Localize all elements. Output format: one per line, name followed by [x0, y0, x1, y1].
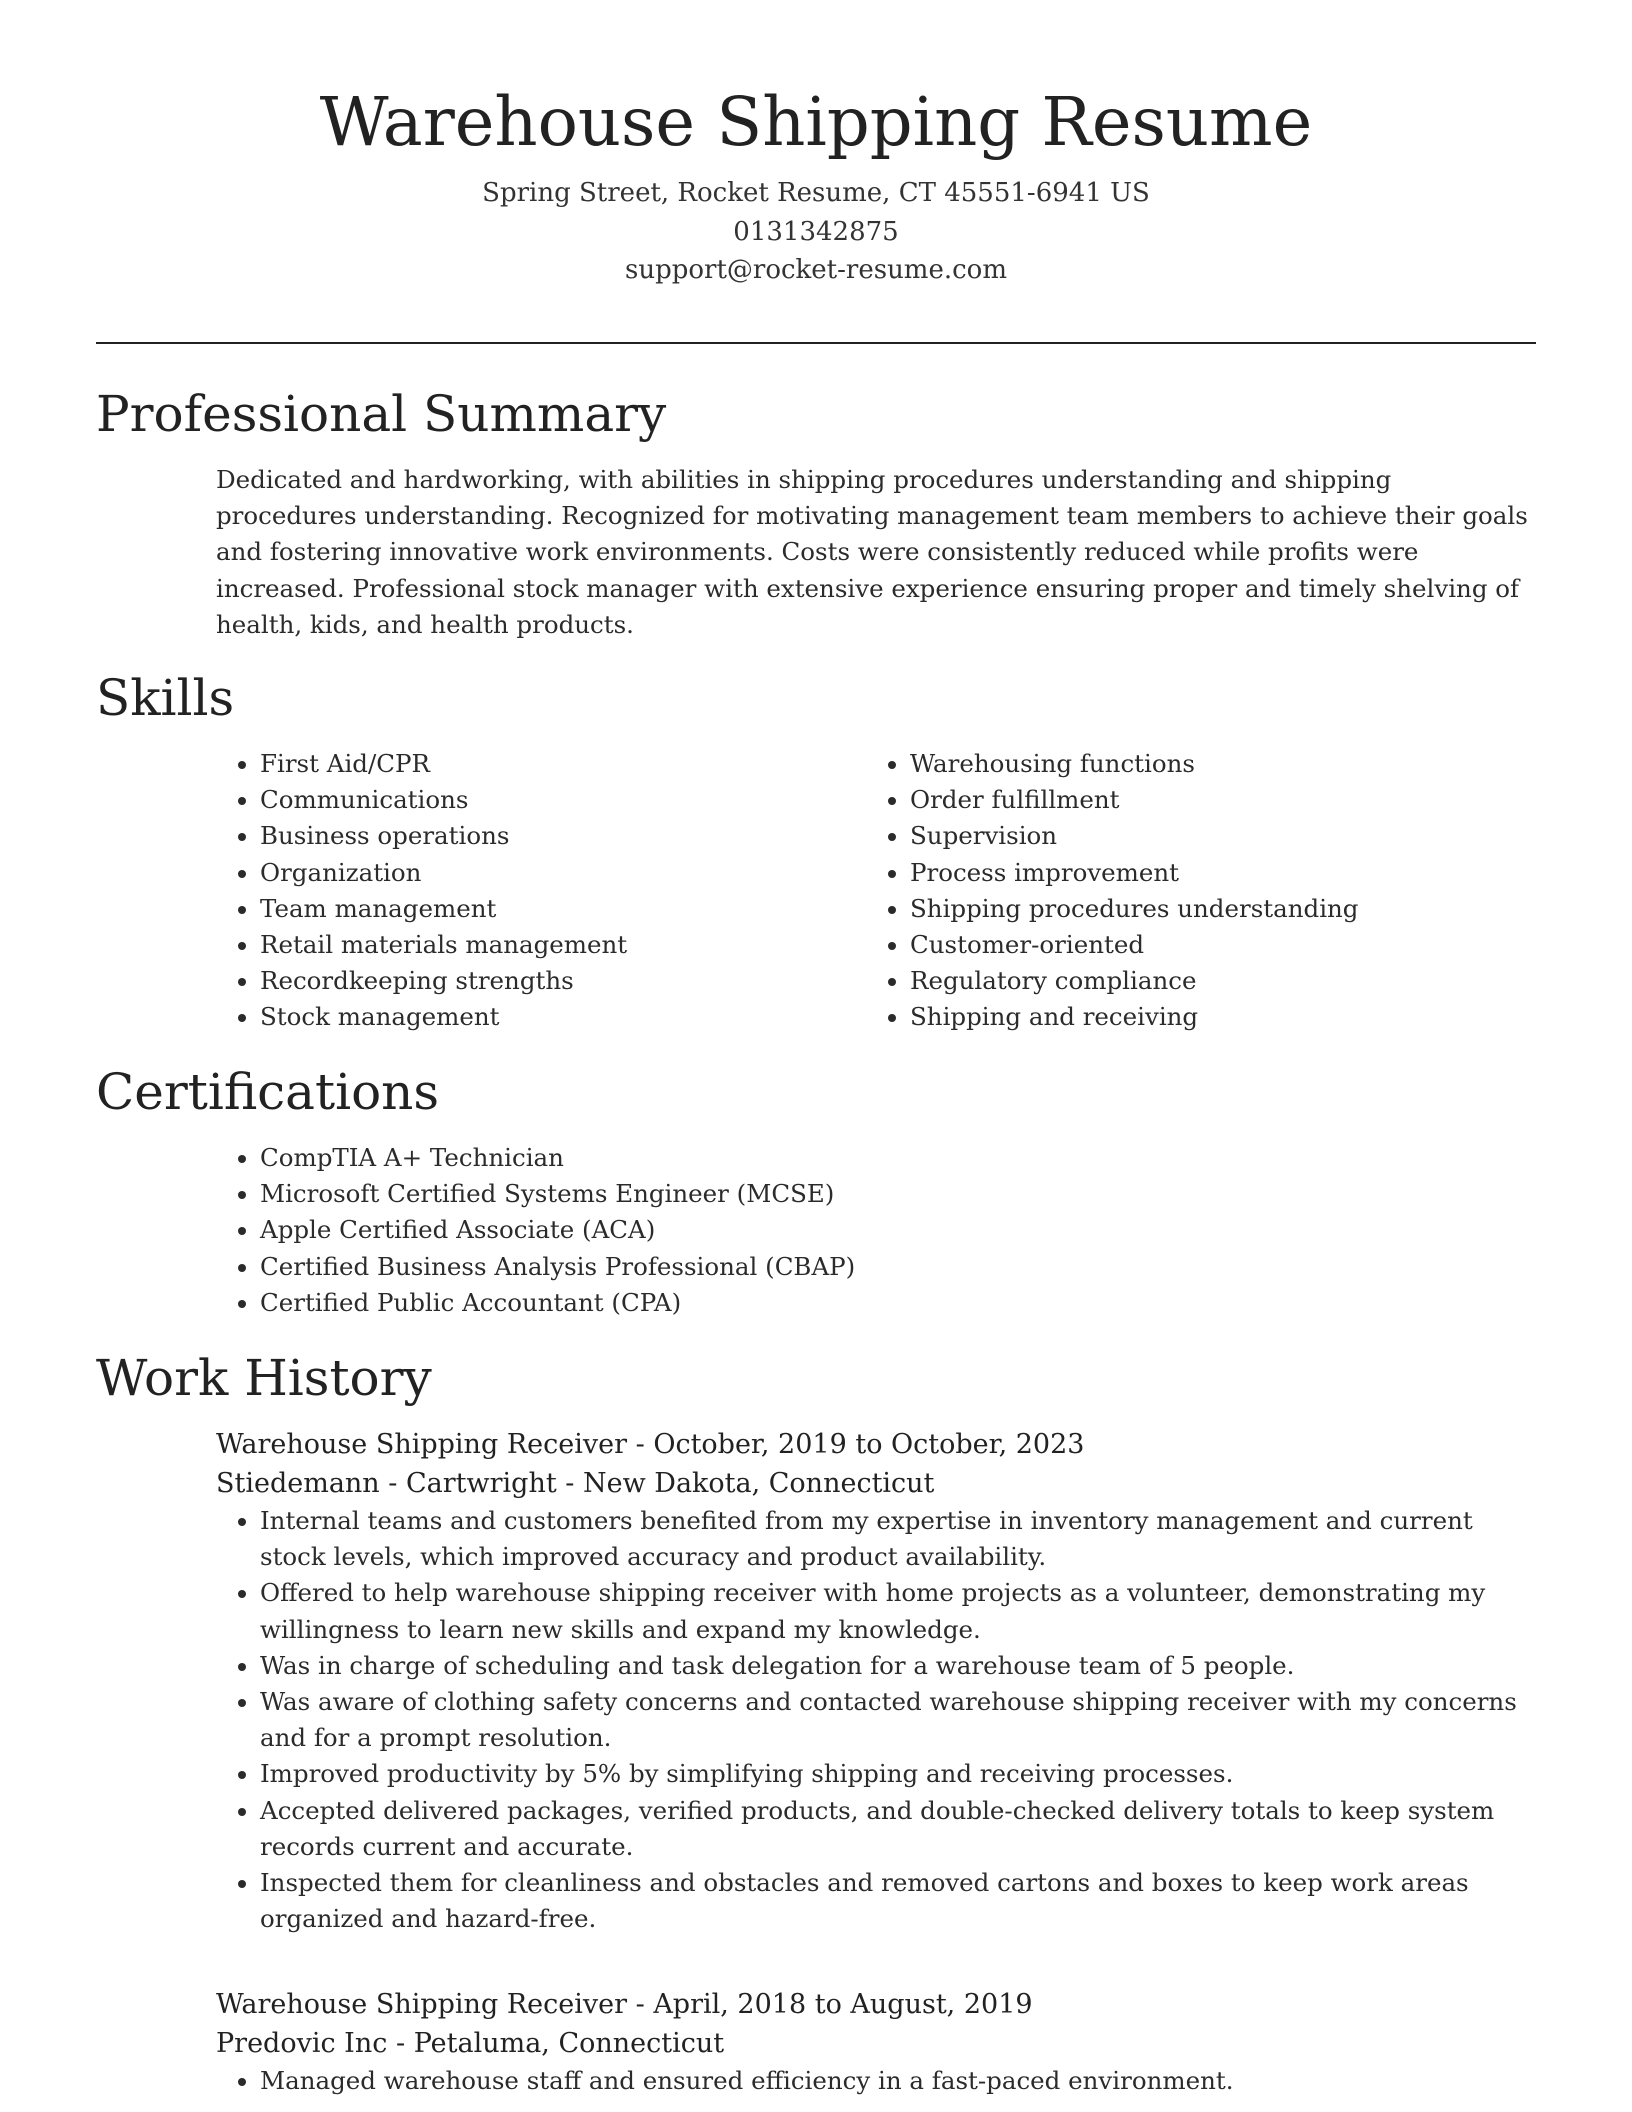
job-entry: [216, 1986, 1536, 2099]
list-item: • Organization: [260, 855, 856, 891]
list-item: • Shipping and receiving: [910, 999, 1506, 1035]
list-item: • Business operations: [260, 818, 856, 854]
job-separator: -: [395, 2027, 414, 2059]
job-company-line: [216, 2025, 1536, 2064]
list-item: • Retail materials management: [260, 927, 856, 963]
skills-heading: Skills: [96, 669, 235, 727]
skills-list-left: [216, 746, 856, 1036]
list-item: • First Aid/CPR: [260, 746, 856, 782]
summary-heading: Professional Summary: [96, 385, 667, 443]
job-company: Predovic Inc: [216, 2027, 388, 2059]
list-item: • Recordkeeping strengths: [260, 963, 856, 999]
contact-phone: 0131342875: [733, 216, 899, 247]
job-separator: -: [635, 1989, 654, 2020]
header-divider: [96, 342, 1536, 344]
job-dates: April, 2018 to August, 2019: [653, 1989, 1033, 2020]
work-history-heading: Work History: [96, 1349, 432, 1407]
list-item: • Apple Certified Associate (ACA): [260, 1212, 1516, 1248]
list-item: • Communications: [260, 782, 856, 818]
list-item: • Shipping procedures understanding: [910, 891, 1506, 927]
skills-column-left: [216, 746, 856, 1036]
resume-name: Warehouse Shipping Resume: [319, 83, 1313, 161]
certifications-heading: Certifications: [96, 1063, 440, 1121]
list-item: • Was aware of clothing safety concerns and contacted warehouse shipping receiver with my concerns and for a prompt resolution.: [260, 1684, 1536, 1756]
job-title-line: [216, 1986, 1536, 2025]
job-location: Petaluma, Connecticut: [413, 2027, 725, 2059]
list-item: • Accepted delivered packages, verified products, and double-checked delivery totals to keep system records current and accurate.: [260, 1793, 1536, 1865]
list-item: • Certified Public Accountant (CPA): [260, 1285, 1516, 1321]
skills-column-right: [866, 746, 1506, 1036]
list-item: • Certified Business Analysis Professional (CBAP): [260, 1249, 1516, 1285]
list-item: • Customer-oriented: [910, 927, 1506, 963]
job-separator: -: [635, 1429, 654, 1460]
job-company-line: [216, 1465, 1536, 1504]
summary-text: Dedicated and hardworking, with abilities in shipping procedures understanding and shipping procedures understanding. Recognized for motivating management team members to achieve their goals and fostering innovative work environments. Costs were consistently reduced while profits were increased. Professional stock manager with extensive experience ensuring proper and timely shelving of health, kids, and health products.: [216, 465, 1528, 639]
list-item: • Inspected them for cleanliness and obstacles and removed cartons and boxes to keep work areas organized and hazard-free.: [260, 1865, 1536, 1937]
job-location: New Dakota, Connecticut: [583, 1467, 935, 1499]
list-item: • Supervision: [910, 818, 1506, 854]
skills-list-right: [866, 746, 1506, 1036]
job-role: Warehouse Shipping Receiver: [216, 1989, 627, 2020]
job-dates: October, 2019 to October, 2023: [653, 1429, 1085, 1460]
certifications-list: [216, 1140, 1516, 1321]
list-item: • Microsoft Certified Systems Engineer (MCSE): [260, 1176, 1516, 1212]
job-entry: [216, 1426, 1536, 1937]
list-item: • CompTIA A+ Technician: [260, 1140, 1516, 1176]
job-role: Warehouse Shipping Receiver: [216, 1429, 627, 1460]
job-separator: -: [565, 1467, 583, 1499]
certifications-block: [216, 1140, 1516, 1321]
job-bullet-list: [216, 1503, 1536, 1937]
contact-block: [0, 174, 1632, 290]
list-item: • Team management: [260, 891, 856, 927]
job-title-line: [216, 1426, 1536, 1465]
list-item: • Warehousing functions: [910, 746, 1506, 782]
list-item: • Internal teams and customers benefited from my expertise in inventory management and current stock levels, which improved accuracy and product availability.: [260, 1503, 1536, 1575]
list-item: • Offered to help warehouse shipping receiver with home projects as a volunteer, demonstrating my willingness to learn new skills and expand my knowledge.: [260, 1575, 1536, 1647]
list-item: • Managed warehouse staff and ensured efficiency in a fast-paced environment.: [260, 2063, 1536, 2099]
list-item: • Order fulfillment: [910, 782, 1506, 818]
list-item: • Process improvement: [910, 855, 1506, 891]
resume-header: [0, 80, 1632, 290]
list-item: • Stock management: [260, 999, 856, 1035]
list-item: • Regulatory compliance: [910, 963, 1506, 999]
list-item: • Improved productivity by 5% by simplifying shipping and receiving processes.: [260, 1756, 1536, 1792]
list-item: • Was in charge of scheduling and task delegation for a warehouse team of 5 people.: [260, 1648, 1536, 1684]
contact-email: support@rocket-resume.com: [624, 255, 1007, 285]
job-bullet-list: [216, 2063, 1536, 2099]
job-company: Stiedemann - Cartwright: [216, 1467, 557, 1499]
contact-address: Spring Street, Rocket Resume, CT 45551-6941 US: [482, 178, 1150, 208]
